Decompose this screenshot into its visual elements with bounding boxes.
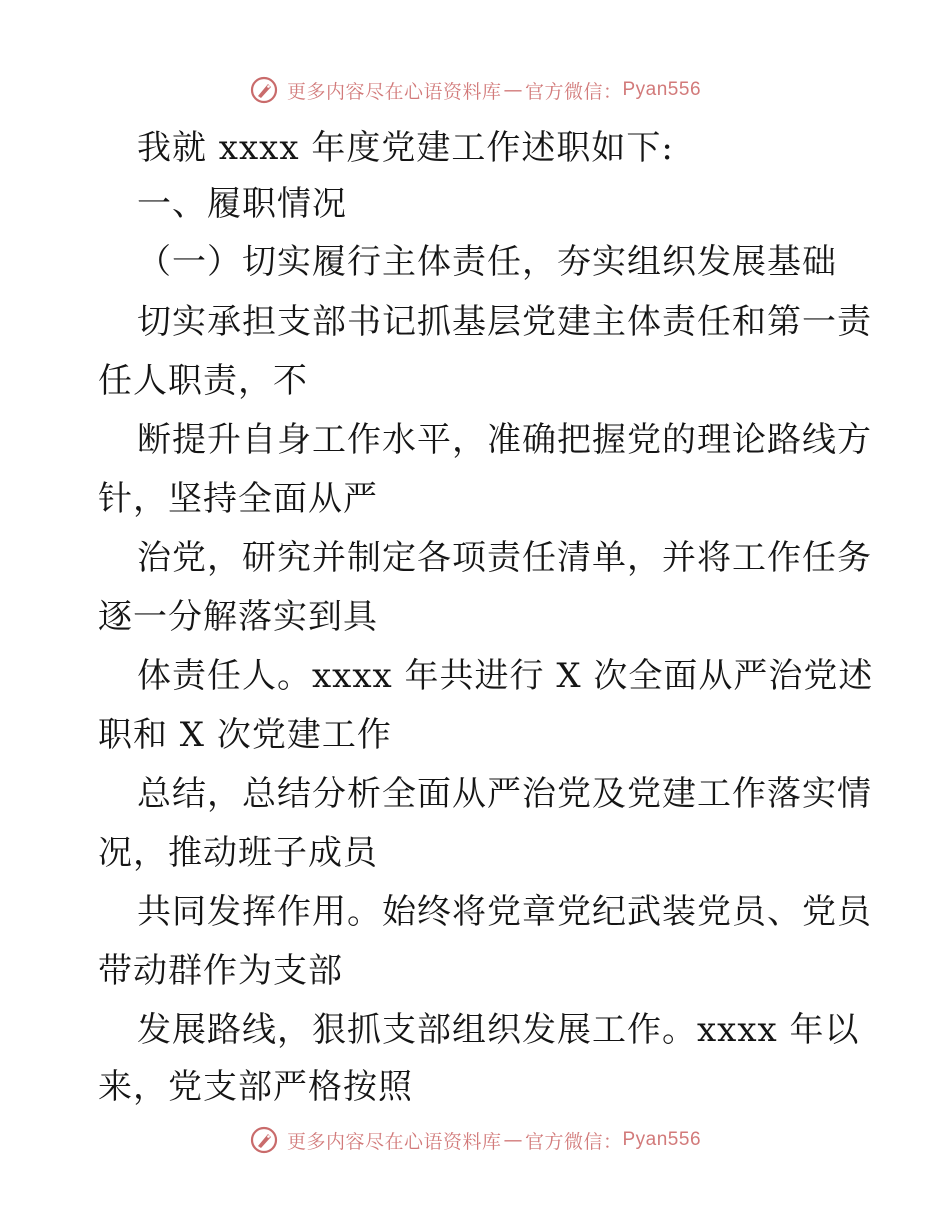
doc-line: 逐一分解落实到具: [98, 597, 378, 637]
doc-line: 体责任人。xxxx 年共进行 X 次全面从严治党述: [137, 656, 874, 696]
doc-line: 带动群作为支部: [98, 951, 343, 991]
doc-line: 治党，研究并制定各项责任清单，并将工作任务: [137, 538, 872, 578]
doc-line: 来，党支部严格按照: [98, 1067, 413, 1107]
banner-wechat-label: 官方微信：: [524, 80, 623, 103]
doc-line: 任人职责，不: [98, 361, 308, 401]
doc-line: 况，推动班子成员: [98, 833, 378, 873]
pen-nib-logo-icon: [249, 1125, 279, 1155]
doc-section-heading: 一、履职情况: [137, 184, 347, 224]
doc-line-intro: 我就 xxxx 年度党建工作述职如下:: [137, 128, 674, 168]
banner-separator: —: [503, 79, 523, 101]
banner-wechat-label: 官方微信：: [524, 1130, 623, 1153]
banner-wechat-id: Pyan556: [622, 1129, 702, 1150]
doc-line: 总结，总结分析全面从严治党及党建工作落实情: [137, 774, 872, 814]
footer-banner: [0, 1120, 950, 1160]
doc-line: 针，坚持全面从严: [98, 479, 378, 519]
doc-line: 职和 X 次党建工作: [98, 715, 392, 755]
banner-separator: —: [503, 1129, 523, 1151]
doc-line: 切实承担支部书记抓基层党建主体责任和第一责: [137, 302, 872, 342]
banner-brand-text: 更多内容尽在心语资料库: [286, 1130, 502, 1153]
banner-wechat-id: Pyan556: [622, 79, 702, 100]
doc-line: 断提升自身工作水平，准确把握党的理论路线方: [137, 420, 872, 460]
doc-subsection-heading: （一）切实履行主体责任，夯实组织发展基础: [137, 242, 837, 282]
doc-line: 共同发挥作用。始终将党章党纪武装党员、党员: [137, 892, 872, 932]
doc-line: 发展路线，狠抓支部组织发展工作。xxxx 年以: [137, 1010, 860, 1050]
banner-brand-text: 更多内容尽在心语资料库: [286, 80, 502, 103]
